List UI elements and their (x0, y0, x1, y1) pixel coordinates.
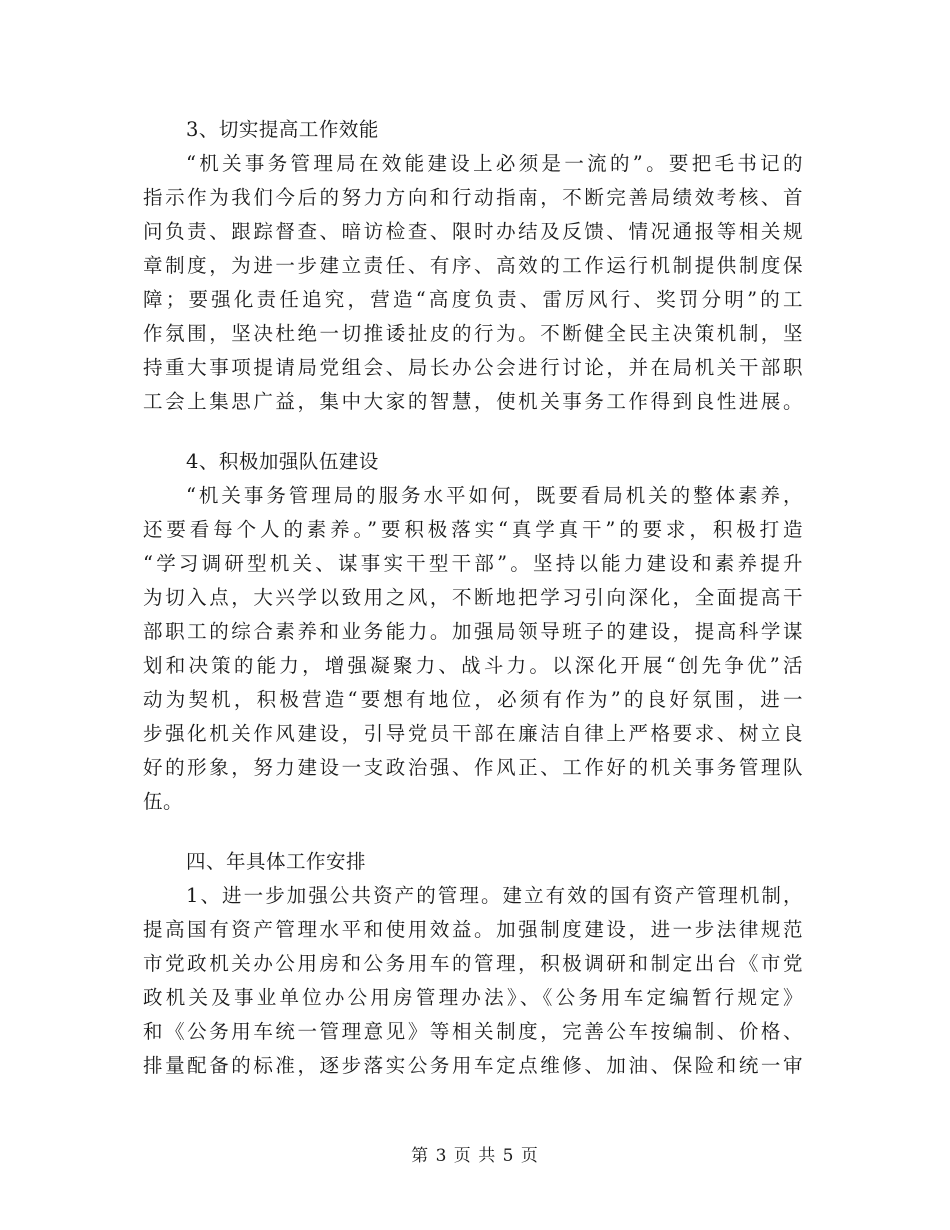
section-heading-3: 3、切实提高工作效能 (186, 118, 379, 141)
paragraph-line: 和《公务用车统一管理意见》等相关制度，完善公车按编制、价格、 (143, 1020, 803, 1043)
paragraph-line: 伍。 (143, 790, 184, 813)
section-heading-4: 4、积极加强队伍建设 (186, 450, 379, 473)
paragraph-line: 划和决策的能力，增强凝聚力、战斗力。以深化开展“创先争优”活 (143, 654, 803, 677)
paragraph-line: 问负责、跟踪督查、暗访检查、限时办结及反馈、情况通报等相关规 (143, 220, 803, 243)
paragraph-line: 还要看每个人的素养。”要积极落实“真学真干”的要求，积极打造 (143, 518, 803, 541)
paragraph-line: 动为契机，积极营造“要想有地位，必须有作为”的良好氛围，进一 (143, 688, 803, 711)
paragraph-line: 政机关及事业单位办公用房管理办法》、《公务用车定编暂行规定》 (143, 986, 803, 1009)
paragraph-line: 提高国有资产管理水平和使用效益。加强制度建设，进一步法律规范 (143, 918, 803, 941)
paragraph-line: 作氛围，坚决杜绝一切推诿扯皮的行为。不断健全民主决策机制，坚 (143, 322, 803, 345)
paragraph-line: 好的形象，努力建设一支政治强、作风正、工作好的机关事务管理队 (143, 756, 803, 779)
page-number-footer: 第 3 页 共 5 页 (411, 1146, 539, 1166)
paragraph-line: 工会上集思广益，集中大家的智慧，使机关事务工作得到良性进展。 (143, 390, 803, 413)
paragraph-line: 步强化机关作风建设，引导党员干部在廉洁自律上严格要求、树立良 (143, 722, 803, 745)
paragraph-line: 持重大事项提请局党组会、局长办公会进行讨论，并在局机关干部职 (143, 356, 803, 379)
paragraph-line: 障；要强化责任追究，营造“高度负责、雷厉风行、奖罚分明”的工 (143, 288, 803, 311)
paragraph-line: “机关事务管理局在效能建设上必须是一流的”。要把毛书记的 (186, 152, 803, 175)
paragraph-line: “学习调研型机关、谋事实干型干部”。坚持以能力建设和素养提升 (143, 552, 803, 575)
paragraph-line: 排量配备的标准，逐步落实公务用车定点维修、加油、保险和统一审 (143, 1054, 803, 1077)
section-heading-four: 四、年具体工作安排 (186, 850, 367, 873)
paragraph-line: 部职工的综合素养和业务能力。加强局领导班子的建设，提高科学谋 (143, 620, 803, 643)
paragraph-line: 章制度，为进一步建立责任、有序、高效的工作运行机制提供制度保 (143, 254, 803, 277)
paragraph-line: 1、进一步加强公共资产的管理。建立有效的国有资产管理机制， (186, 884, 803, 907)
paragraph-line: 市党政机关办公用房和公务用车的管理，积极调研和制定出台《市党 (143, 952, 803, 975)
paragraph-line: 指示作为我们今后的努力方向和行动指南，不断完善局绩效考核、首 (143, 186, 803, 209)
paragraph-line: “机关事务管理局的服务水平如何，既要看局机关的整体素养， (186, 484, 803, 507)
paragraph-line: 为切入点，大兴学以致用之风，不断地把学习引向深化，全面提高干 (143, 586, 803, 609)
